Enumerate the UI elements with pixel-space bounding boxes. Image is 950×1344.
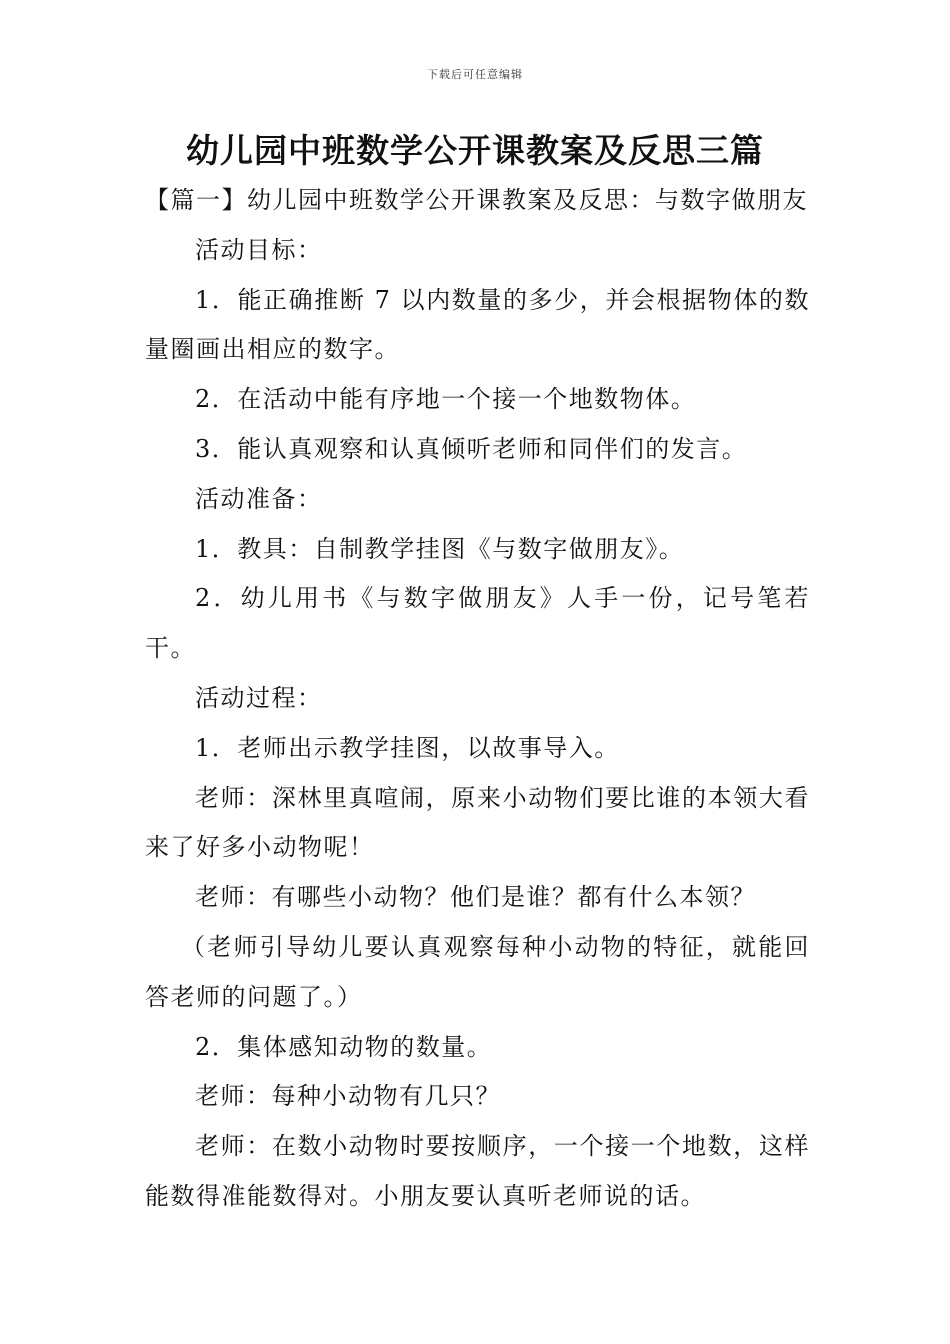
paragraph-activity-goals: 活动目标： [195,235,323,264]
header-note: 下载后可任意编辑 [427,68,523,81]
section-heading: 【篇一】幼儿园中班数学公开课教案及反思：与数字做朋友 [145,186,808,214]
paragraph-prep-2: 2．幼儿用书《与数字做朋友》人手一份，记号笔若干。 [145,584,810,663]
paragraph-goal-2: 2．在活动中能有序地一个接一个地数物体。 [195,385,697,414]
paragraph-teacher-3: 老师：每种小动物有几只？ [195,1082,501,1111]
document-title: 幼儿园中班数学公开课教案及反思三篇 [186,131,764,170]
paragraph-prep-1: 1．教具：自制教学挂图《与数字做朋友》。 [195,534,685,563]
paragraph-activity-process: 活动过程： [195,683,323,712]
paragraph-teacher-note: （老师引导幼儿要认真观察每种小动物的特征，就能回答老师的问题了。） [145,932,810,1011]
paragraph-process-2: 2．集体感知动物的数量。 [195,1032,493,1061]
paragraph-teacher-4: 老师：在数小动物时要按顺序，一个接一个地数，这样能数得准能数得对。小朋友要认真听老师说的话。 [145,1132,810,1210]
paragraph-teacher-1: 老师：深林里真喧闹，原来小动物们要比谁的本领大看来了好多小动物呢！ [145,783,810,862]
paragraph-goal-3: 3．能认真观察和认真倾听老师和同伴们的发言。 [195,434,748,463]
paragraph-process-1: 1．老师出示教学挂图，以故事导入。 [195,733,620,762]
paragraph-teacher-2: 老师：有哪些小动物？他们是谁？都有什么本领？ [195,883,756,912]
document-body [145,176,810,1222]
paragraph-goal-1: 1．能正确推断 7 以内数量的多少，并会根据物体的数量圈画出相应的数字。 [145,285,810,364]
paragraph-activity-prep: 活动准备： [195,484,323,513]
